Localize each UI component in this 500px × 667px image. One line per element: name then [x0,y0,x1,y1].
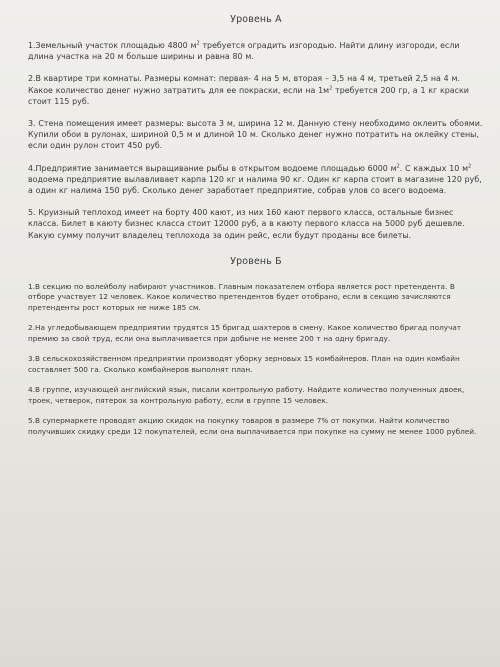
level-b-task-3: 3.В сельскохозяйственном предприятии производят уборку зерновых 15 комбайнеров. План на один комбайн составляет 500 га. Сколько комбайнеров выполнят план. [28,354,460,374]
task-superscript: 2 [329,84,333,91]
task-text: 3. Стена помещения имеет размеры: высота 3 м, ширина 12 м. Данную стену необходимо оклеить обоями. Купили обои в рулонах, шириной 0,5 м и длиной 10 м. Сколько денег нужно потратить на оклейку стены, если один рулон стоит 450 руб. [28,119,483,151]
task-text: требуется оградить изгородью. Найти длину изгороди, если длина участка на 20 м больше ширины и равна 80 м. [28,41,460,62]
level-a-task-5 [28,207,484,241]
level-b-task-5: 5.В супермаркете проводят акцию скидок на покупку товаров в размере 7% от покупки. Найти количество получивших скидку среди 12 покупателей, если она выплачивается при покупке на сумму не менее 1000 рублей. [28,416,477,436]
task-text: требуется 200 гр, а 1 кг краски стоит 115 руб. [28,85,469,106]
task-text: водоема предприятие вылавливает карпа 120 кг и налима 90 кг. Один кг карпа стоит в магазине 120 руб, а один кг налима 150 руб. Сколько денег заработает предприятие, собрав улов со всего водоема. [28,174,482,196]
task-text: 1.Земельный участок площадью 4800 м [28,41,197,50]
task-text: . С каждых 10 м [399,163,469,173]
task-text: 5. Круизный теплоход имеет на борту 400 кают, из них 160 кают первого класса, остальные бизнес класса. Билет в каюту бизнес класса стоит 12000 руб, а в каюту первого класса на 5000 руб дешевле. Какую сумму получит владелец теплохода за один рейс, если будут проданы все билеты. [28,208,465,240]
level-a-task-1 [28,40,484,62]
level-a-task-3 [28,118,484,152]
level-a-task-2 [28,73,484,107]
task-text: 2.В квартире три комнаты. Размеры комнат: первая- 4 на 5 м, вторая – 3,5 на 4 м, третьей 2,5 на 4 м. Какое количество денег нужно затратить для ее покраски, если на 1м [28,74,460,95]
task-text: 4.Предприятие занимается выращивание рыбы в открытом водоеме площадью 6000 м [28,163,397,173]
level-b-task-2: 2.На угледобывающем предприятии трудятся 15 бригад шахтеров в смену. Какое количество бригад получат премию за свой труд, если она выплачивается при добыче не менее 200 т на одну бригаду. [28,323,462,343]
task-superscript: 2 [196,40,200,47]
task-superscript: 2 [396,163,400,169]
level-a-heading: Уровень А [230,14,282,25]
level-b-heading: Уровень Б [230,255,282,267]
level-b-task-4: 4.В группе, изучающей английский язык, писали контрольную работу. Найдите количество полученных двоек, троек, четверок, пятерок за контрольную работу, если в группе 15 человек. [28,385,465,405]
level-b-task-1: 1.В секцию по волейболу набирают участников. Главным показателем отбора является рост претендента. В отборе участвует 12 человек. Какое количество претендентов будет отобрано, если в секцию зачисляются претенденты рост которых не ниже 185 см. [28,281,455,312]
level-a-task-4 [28,163,484,197]
task-superscript: 2 [468,163,472,169]
